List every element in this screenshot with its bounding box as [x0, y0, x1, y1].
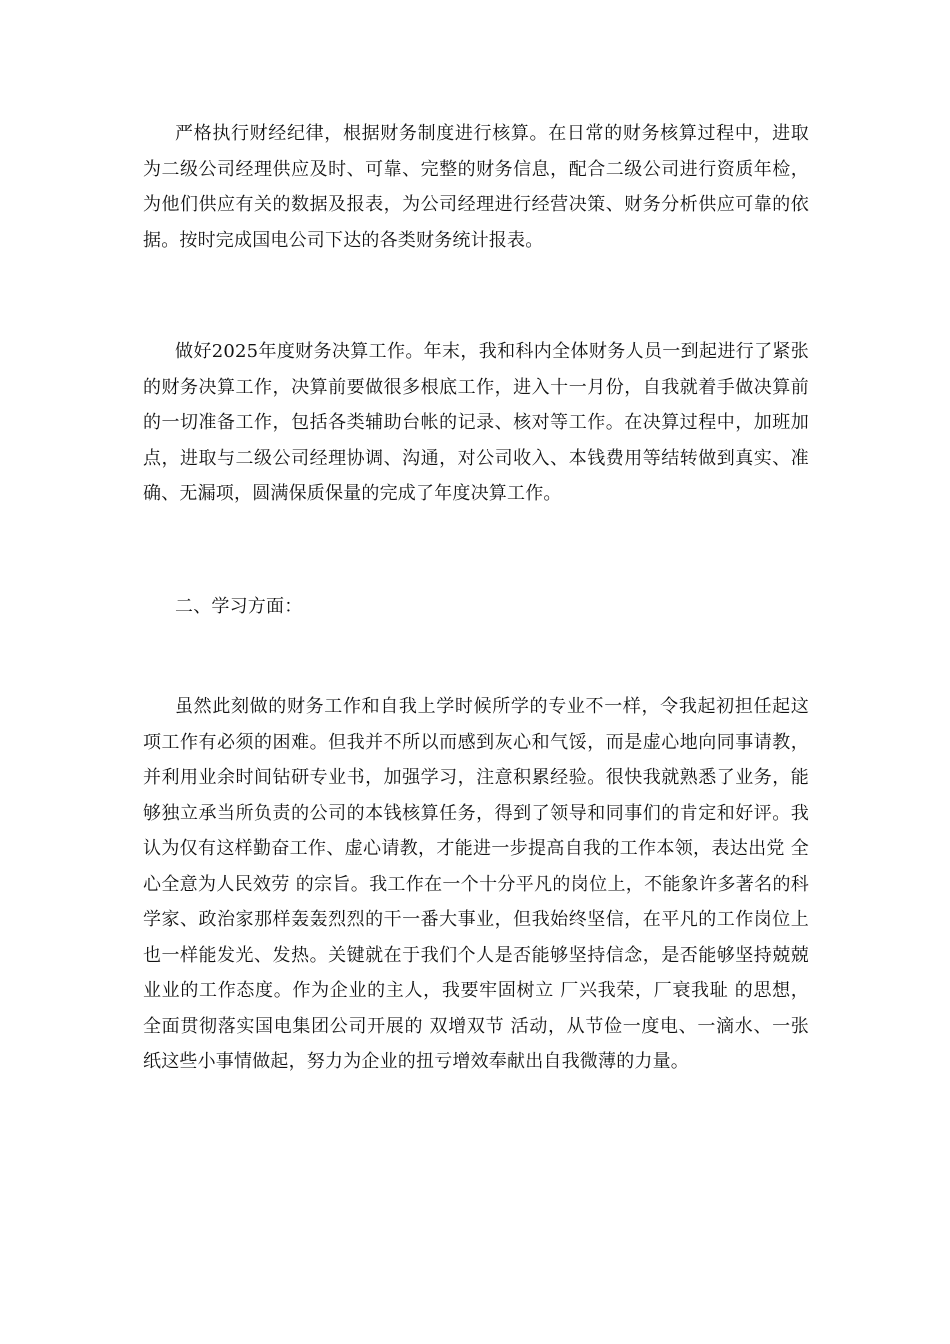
- section-heading-learning: 二、学习方面：: [175, 596, 303, 617]
- paragraph-annual-closing: 做好2025年度财务决算工作。年末，我和科内全体财务人员一到起进行了紧张的财务决算工作，决算前要做很多根底工作，进入十一月份，自我就着手做决算前的一切准备工作，包括各类辅助台帐的记录、核对等工作。在决算过程中，加班加点，进取与二级公司经理协调、沟通，对公司收入、本钱费用等结转做到真实、准确、无漏项，圆满保质保量的完成了年度决算工作。: [143, 341, 809, 504]
- paragraph-learning: 虽然此刻做的财务工作和自我上学时候所学的专业不一样，令我起初担任起这项工作有必须的困难。但我并不所以而感到灰心和气馁，而是虚心地向同事请教，并利用业余时间钻研专业书，加强学习，注意积累经验。很快我就熟悉了业务，能够独立承当所负责的公司的本钱核算任务，得到了领导和同事们的肯定和好评。我认为仅有这样勤奋工作、虚心请教，才能进一步提高自我的工作本领，表达出党 全心全意为人民效劳 的宗旨。我工作在一个十分平凡的岗位上，不能象许多著名的科学家、政治家那样轰轰烈烈的干一番大事业，但我始终坚信，在平凡的工作岗位上也一样能发光、发热。关键就在于我们个人是否能够坚持信念，是否能够坚持兢兢业业的工作态度。作为企业的主人，我要牢固树立 厂兴我荣，厂衰我耻 的思想，全面贯彻落实国电集团公司开展的 双增双节 活动，从节俭一度电、一滴水、一张纸这些小事情做起，努力为企业的扭亏增效奉献出自我微薄的力量。: [143, 696, 809, 1072]
- paragraph-financial-discipline: 严格执行财经纪律，根据财务制度进行核算。在日常的财务核算过程中，进取为二级公司经理供应及时、可靠、完整的财务信息，配合二级公司进行资质年检，为他们供应有关的数据及报表，为公司经理进行经营决策、财务分析供应可靠的依据。按时完成国电公司下达的各类财务统计报表。: [143, 123, 809, 251]
